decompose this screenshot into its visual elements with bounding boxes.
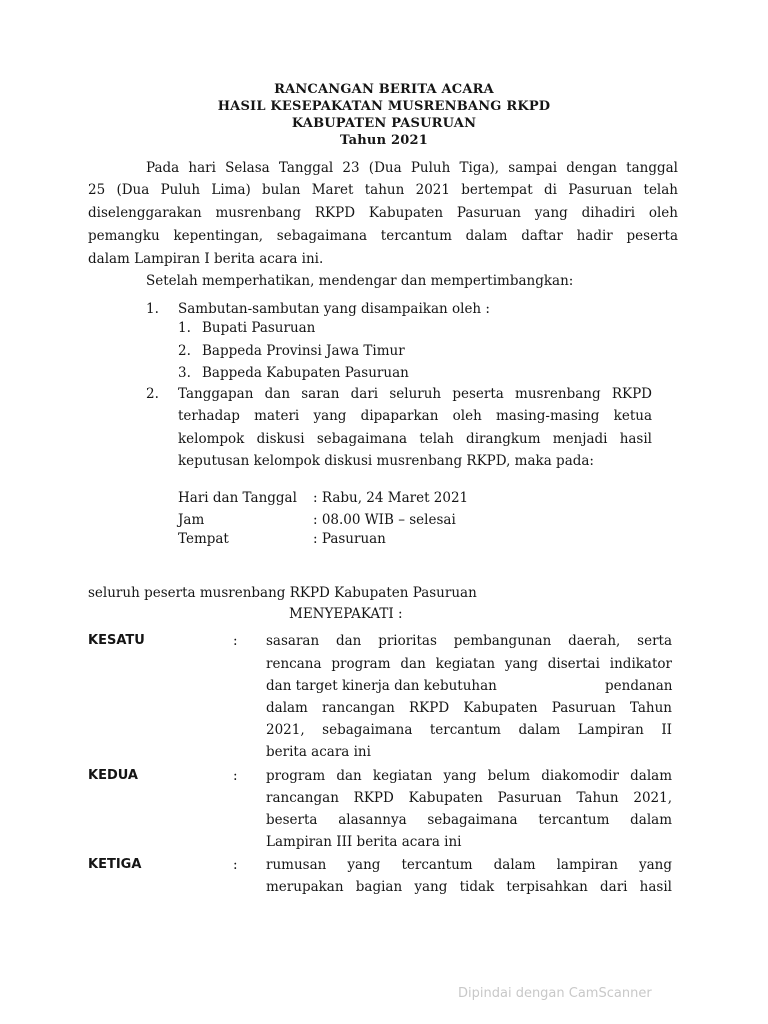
intro-line-4: pemangku kepentingan, sebagaimana tercantum dalam daftar hadir peserta — [88, 228, 678, 244]
list-item-2-line-1: Tanggapan dan saran dari seluruh peserta musrenbang RKPD — [178, 386, 652, 402]
doc-title-line2: HASIL KESEPAKATAN MUSRENBANG RKPD — [217, 99, 551, 114]
sub-item-3-number: 3. — [178, 365, 191, 381]
decision-kesatu-line-6: berita acara ini — [266, 744, 371, 760]
list-item-1-number: 1. — [146, 301, 159, 317]
sub-item-2-text: Bappeda Provinsi Jawa Timur — [202, 343, 405, 359]
schedule-value-place: : Pasuruan — [313, 531, 386, 547]
decision-kedua-label: KEDUA — [88, 768, 138, 783]
sub-item-1-text: Bupati Pasuruan — [202, 320, 316, 336]
scanner-watermark: Dipindai dengan CamScanner — [458, 986, 652, 1001]
decision-kesatu-line-2: rencana program dan kegiatan yang disertai indikator — [266, 656, 672, 672]
decision-kedua-line-4: Lampiran III berita acara ini — [266, 834, 462, 850]
sub-item-2-number: 2. — [178, 343, 191, 359]
decision-ketiga-line-2: merupakan bagian yang tidak terpisahkan dari hasil — [266, 879, 672, 895]
doc-title-line1: RANCANGAN BERITA ACARA — [274, 82, 494, 97]
list-item-2-line-3: kelompok diskusi sebagaimana telah dirangkum menjadi hasil — [178, 431, 652, 447]
decision-kesatu-line-3a: dan target kinerja dan kebutuhan — [266, 678, 497, 694]
decision-kesatu-line-3b: pendanan — [605, 678, 673, 694]
decision-kedua-line-1: program dan kegiatan yang belum diakomodir dalam — [266, 768, 672, 784]
decision-kedua-line-2: rancangan RKPD Kabupaten Pasuruan Tahun 2021, — [266, 790, 672, 806]
schedule-label-place: Tempat — [178, 531, 229, 547]
schedule-value-date: : Rabu, 24 Maret 2021 — [313, 490, 469, 506]
doc-title-line4: Tahun 2021 — [340, 133, 428, 148]
agreement-heading: MENYEPAKATI : — [289, 606, 403, 622]
decision-kesatu-line-1: sasaran dan prioritas pembangunan daerah, serta — [266, 633, 672, 649]
decision-kesatu-label: KESATU — [88, 633, 145, 648]
list-item-2-number: 2. — [146, 386, 159, 402]
decision-kesatu-line-5: 2021, sebagaimana tercantum dalam Lampiran II — [266, 722, 672, 738]
sub-item-1-number: 1. — [178, 320, 191, 336]
list-item-2-line-2: terhadap materi yang dipaparkan oleh masing-masing ketua — [178, 408, 652, 424]
decision-ketiga-colon: : — [233, 857, 238, 873]
decision-ketiga-label: KETIGA — [88, 857, 142, 872]
intro-line-6: Setelah memperhatikan, mendengar dan mempertimbangkan: — [146, 273, 574, 289]
schedule-value-time: : 08.00 WIB – selesai — [313, 512, 456, 528]
decision-kedua-line-3: beserta alasannya sebagaimana tercantum dalam — [266, 812, 672, 828]
schedule-label-time: Jam — [178, 512, 205, 528]
sub-item-3-text: Bappeda Kabupaten Pasuruan — [202, 365, 409, 381]
schedule-label-date: Hari dan Tanggal — [178, 490, 297, 506]
list-item-2-line-4: keputusan kelompok diskusi musrenbang RKPD, maka pada: — [178, 453, 594, 469]
participants-text: seluruh peserta musrenbang RKPD Kabupaten Pasuruan — [88, 585, 477, 601]
intro-line-2: 25 (Dua Puluh Lima) bulan Maret tahun 2021 bertempat di Pasuruan telah — [88, 182, 678, 198]
intro-line-1: Pada hari Selasa Tanggal 23 (Dua Puluh Tiga), sampai dengan tanggal — [146, 160, 678, 176]
decision-ketiga-line-1: rumusan yang tercantum dalam lampiran yang — [266, 857, 672, 873]
decision-kedua-colon: : — [233, 768, 238, 784]
doc-title-line3: KABUPATEN PASURUAN — [291, 116, 477, 131]
intro-line-3: diselenggarakan musrenbang RKPD Kabupaten Pasuruan yang dihadiri oleh — [88, 205, 678, 221]
list-item-1-text: Sambutan-sambutan yang disampaikan oleh : — [178, 301, 490, 317]
intro-line-5: dalam Lampiran I berita acara ini. — [88, 251, 324, 267]
decision-kesatu-line-4: dalam rancangan RKPD Kabupaten Pasuruan Tahun — [266, 700, 672, 716]
decision-kesatu-colon: : — [233, 633, 238, 649]
